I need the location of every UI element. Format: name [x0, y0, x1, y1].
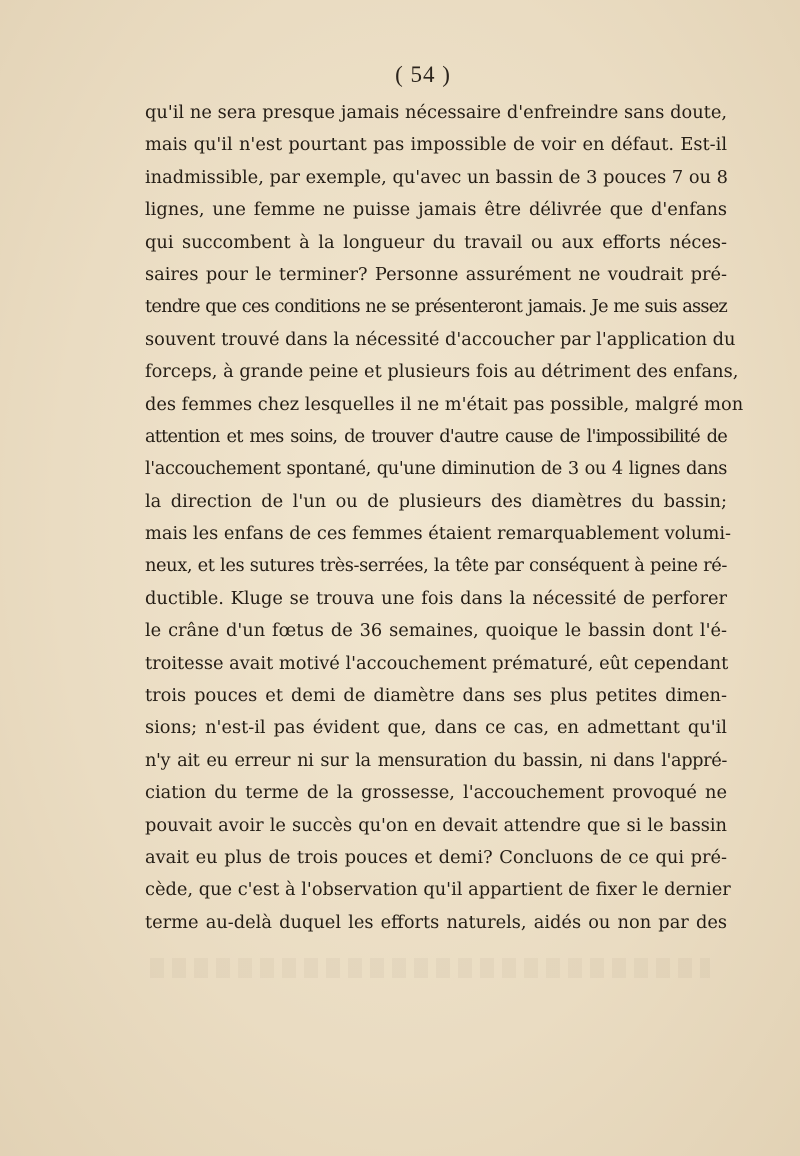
text-line: avait eu plus de trois pouces et demi? Concluons de ce qui pré- — [145, 846, 727, 868]
show-through-ink — [150, 958, 710, 978]
text-line: la direction de l'un ou de plusieurs des diamètres du bassin; — [145, 490, 727, 512]
text-line: attention et mes soins, de trouver d'autre cause de l'impossibilité de — [145, 425, 727, 447]
text-line: terme au-delà duquel les efforts naturels, aidés ou non par des — [145, 911, 727, 933]
text-line: ciation du terme de la grossesse, l'accouchement provoqué ne — [145, 782, 727, 804]
text-line: mais qu'il n'est pourtant pas impossible de voir en défaut. Est-il — [145, 134, 727, 156]
text-line: trois pouces et demi de diamètre dans ses plus petites dimen- — [145, 685, 727, 707]
text-line: le crâne d'un fœtus de 36 semaines, quoique le bassin dont l'é- — [145, 620, 727, 642]
body-text — [145, 97, 744, 939]
text-line: des femmes chez lesquelles il ne m'était pas possible, malgré mon — [145, 393, 744, 415]
text-line: mais les enfans de ces femmes étaient remarquablement volumi- — [145, 523, 732, 545]
text-line: ductible. Kluge se trouva une fois dans la nécessité de perforer — [145, 587, 727, 609]
text-line: qui succombent à la longueur du travail ou aux efforts néces- — [145, 231, 727, 253]
text-line: souvent trouvé dans la nécessité d'accoucher par l'application du — [145, 328, 736, 350]
text-line: n'y ait eu erreur ni sur la mensuration du bassin, ni dans l'appré- — [145, 749, 727, 771]
text-line: lignes, une femme ne puisse jamais être délivrée que d'enfans — [145, 199, 727, 221]
text-line: cède, que c'est à l'observation qu'il appartient de fixer le dernier — [145, 879, 731, 901]
text-line: qu'il ne sera presque jamais nécessaire d'enfreindre sans doute, — [145, 102, 727, 123]
text-line: forceps, à grande peine et plusieurs fois au détriment des enfans, — [145, 361, 739, 383]
text-line: inadmissible, par exemple, qu'avec un bassin de 3 pouces 7 ou 8 — [145, 166, 728, 188]
text-line: l'accouchement spontané, qu'une diminution de 3 ou 4 lignes dans — [145, 458, 727, 480]
text-line: troitesse avait motivé l'accouchement prématuré, eût cependant — [145, 652, 729, 674]
page-number: ( 54 ) — [395, 62, 451, 87]
text-line: sions; n'est-il pas évident que, dans ce cas, en admettant qu'il — [145, 717, 727, 739]
text-line: pouvait avoir le succès qu'on en devait attendre que si le bassin — [145, 814, 727, 836]
text-line: tendre que ces conditions ne se présenteront jamais. Je me suis assez — [145, 296, 727, 318]
text-line: saires pour le terminer? Personne assurément ne voudrait pré- — [145, 263, 727, 285]
text-line: neux, et les sutures très-serrées, la tête par conséquent à peine ré- — [145, 555, 727, 577]
